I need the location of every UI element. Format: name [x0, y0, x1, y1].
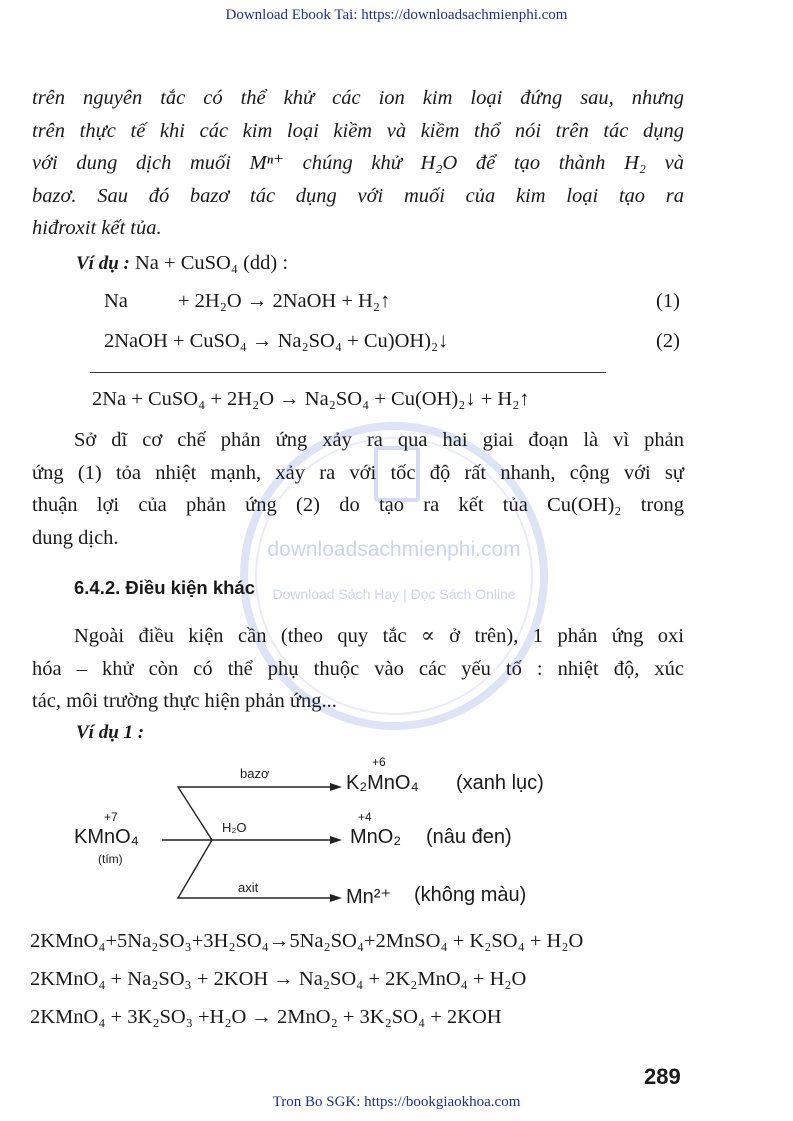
reactant-formula: KMnO₄ — [74, 826, 139, 848]
reactant-note: (tím) — [98, 852, 123, 866]
equation: 2KMnO₄+5Na₂SO₃+3H₂SO₄→5Na₂SO₄+2MnSO₄ + K₂SO₄ + H₂O — [30, 930, 584, 952]
example-intro — [76, 252, 288, 275]
sum-rule — [90, 372, 606, 373]
branch-condition: bazơ — [240, 766, 270, 781]
equation: 2KMnO₄ + 3K₂SO₃ +H₂O → 2MnO₂ + 3K₂SO₄ + 2KOH — [30, 1006, 502, 1028]
intro-line: hiđroxit kết tủa. — [32, 217, 162, 239]
overall-reaction: 2Na + CuSO₄ + 2H₂O → Na₂SO₄ + Cu(OH)₂↓ + H₂↑ — [92, 388, 530, 410]
branch-color-note: (nâu đen) — [426, 826, 512, 848]
reaction-2: 2NaOH + CuSO₄ → Na₂SO₄ + Cu)OH)₂↓ — [104, 330, 449, 352]
explanation-line: Sở dĩ cơ chế phản ứng xảy ra qua hai giai đoạn là vì phản — [74, 429, 684, 451]
reactant-oxidation: +7 — [104, 810, 118, 824]
reaction-1-number: (1) — [656, 290, 680, 312]
footer-download-link[interactable]: Tron Bo SGK: https://bookgiaokhoa.com — [272, 1094, 521, 1110]
intro-line: bazơ. Sau đó bazơ tác dụng với muối của kim loại tạo ra — [32, 184, 684, 207]
explanation-line: thuận lợi của phản ứng (2) do tạo ra kết tủa Cu(OH)₂ trong — [32, 494, 684, 516]
section-heading: 6.4.2. Điều kiện khác — [74, 577, 255, 598]
reaction-1-left: Na — [104, 290, 128, 312]
reaction-1-right: + 2H₂O → 2NaOH + H₂↑ — [178, 290, 391, 312]
branch-condition: axit — [238, 880, 259, 895]
branch-oxidation: +6 — [372, 755, 386, 769]
explanation-line: ứng (1) tỏa nhiệt mạnh, xảy ra với tốc độ rất nhanh, cộng với sự — [32, 461, 684, 484]
example-1-label: Ví dụ 1 : — [76, 722, 145, 743]
branch-product: K₂MnO₄ — [346, 772, 419, 794]
equation: 2KMnO₄ + Na₂SO₃ + 2KOH → Na₂SO₄ + 2K₂MnO₄ + H₂O — [30, 968, 527, 990]
explanation-line: dung dịch. — [32, 526, 119, 549]
branch-color-note: (không màu) — [414, 884, 527, 906]
branch-product: Mn²⁺ — [346, 886, 391, 908]
section-line: hóa – khử còn có thể phụ thuộc vào các yếu tố : nhiệt độ, xúc — [32, 657, 684, 680]
branch-condition: H₂O — [222, 820, 247, 835]
header-download-link[interactable]: Download Ebook Tai: https://downloadsachmienphi.com — [225, 7, 568, 23]
explanation-paragraph — [32, 424, 684, 554]
section-paragraph — [32, 620, 684, 718]
example-label: Ví dụ : — [76, 253, 130, 274]
branch-color-note: (xanh lục) — [456, 772, 544, 794]
intro-line: với dung dịch muối Mⁿ⁺ chúng khử H₂O để tạo thành H₂ và — [32, 152, 684, 174]
reaction-2-number: (2) — [656, 330, 680, 352]
watermark-tagline: Download Sách Hay | Đọc Sách Online — [272, 586, 516, 602]
branch-oxidation: +4 — [358, 810, 372, 824]
kmno4-diagram — [60, 752, 620, 922]
example-text: Na + CuSO₄ (dd) : — [134, 252, 289, 274]
section-line: tác, môi trường thực hiện phản ứng... — [32, 690, 337, 712]
intro-line: trên nguyên tắc có thể khử các ion kim loại đứng sau, nhưng — [32, 87, 684, 109]
page-number: 289 — [644, 1064, 681, 1089]
branch-product: MnO₂ — [350, 826, 402, 848]
section-line: Ngoài điều kiện cần (theo quy tắc ∝ ở trên), 1 phản ứng oxi — [74, 625, 684, 647]
intro-line: trên thực tế khi các kim loại kiềm và kiềm thổ nói trên tác dụng — [32, 119, 684, 142]
watermark-site: downloadsachmienphi.com — [267, 538, 521, 561]
intro-paragraph — [32, 82, 684, 245]
